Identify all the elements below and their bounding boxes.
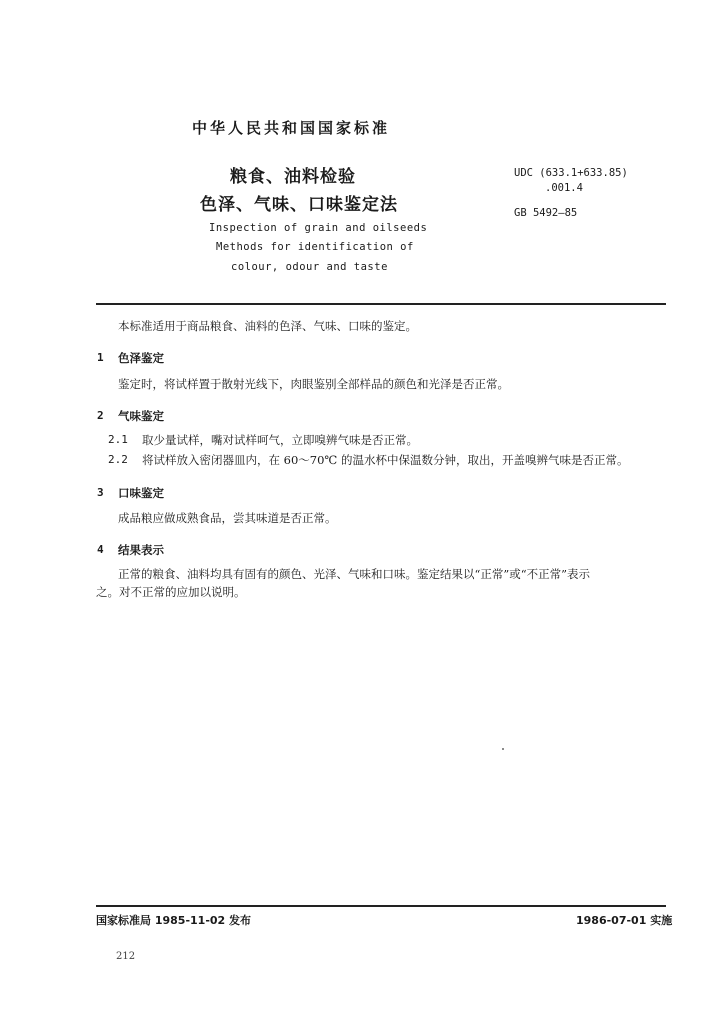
header-divider <box>96 303 666 305</box>
subsection-2-1-text: 取少量试样，嘴对试样呵气，立即嗅辨气味是否正常。 <box>142 433 418 447</box>
standard-org-heading: 中华人民共和国国家标准 <box>192 119 391 137</box>
footer-divider <box>96 905 666 907</box>
section-4-number: 4 <box>97 543 104 556</box>
intro-paragraph: 本标准适用于商品粮食、油料的色泽、气味、口味的鉴定。 <box>118 319 417 333</box>
section-4-text-line1: 正常的粮食、油料均具有固有的颜色、光泽、气味和口味。鉴定结果以“正常”或“不正常”表示 <box>118 567 591 581</box>
title-en-line2: Methods for identification of <box>216 241 414 253</box>
page-number: 212 <box>116 951 136 962</box>
section-1-title: 色泽鉴定 <box>118 351 164 365</box>
section-4-title: 结果表示 <box>118 543 164 557</box>
title-zh-line1: 粮食、油料检验 <box>230 167 356 187</box>
section-4-text-line2: 之。对不正常的应加以说明。 <box>96 585 246 599</box>
title-en-line1: Inspection of grain and oilseeds <box>209 222 428 234</box>
title-zh-line2: 色泽、气味、口味鉴定法 <box>200 195 398 215</box>
section-1-number: 1 <box>97 351 104 364</box>
section-2-title: 气味鉴定 <box>118 409 164 423</box>
section-1-text: 鉴定时，将试样置于散射光线下，肉眼鉴别全部样品的颜色和光泽是否正常。 <box>118 377 509 391</box>
section-3-number: 3 <box>97 486 104 499</box>
subsection-2-2-text: 将试样放入密闭器皿内，在 60～70℃ 的温水杯中保温数分钟，取出，开盖嗅辨气味是否正常。 <box>142 453 629 467</box>
subsection-2-1-number: 2.1 <box>108 433 128 446</box>
issue-date: 国家标准局 1985-11-02 发布 <box>96 914 252 927</box>
section-3-text: 成品粮应做成熟食品，尝其味道是否正常。 <box>118 511 337 525</box>
effective-date: 1986-07-01 实施 <box>576 914 673 927</box>
title-en-line3: colour, odour and taste <box>231 261 388 273</box>
subsection-2-2-number: 2.2 <box>108 453 128 466</box>
section-3-title: 口味鉴定 <box>118 486 164 500</box>
scan-speck <box>502 748 504 750</box>
udc-code-line2: .001.4 <box>545 182 583 194</box>
gb-standard-number: GB 5492—85 <box>514 207 578 219</box>
section-2-number: 2 <box>97 409 104 422</box>
udc-code-line1: UDC (633.1+633.85) <box>514 167 628 179</box>
